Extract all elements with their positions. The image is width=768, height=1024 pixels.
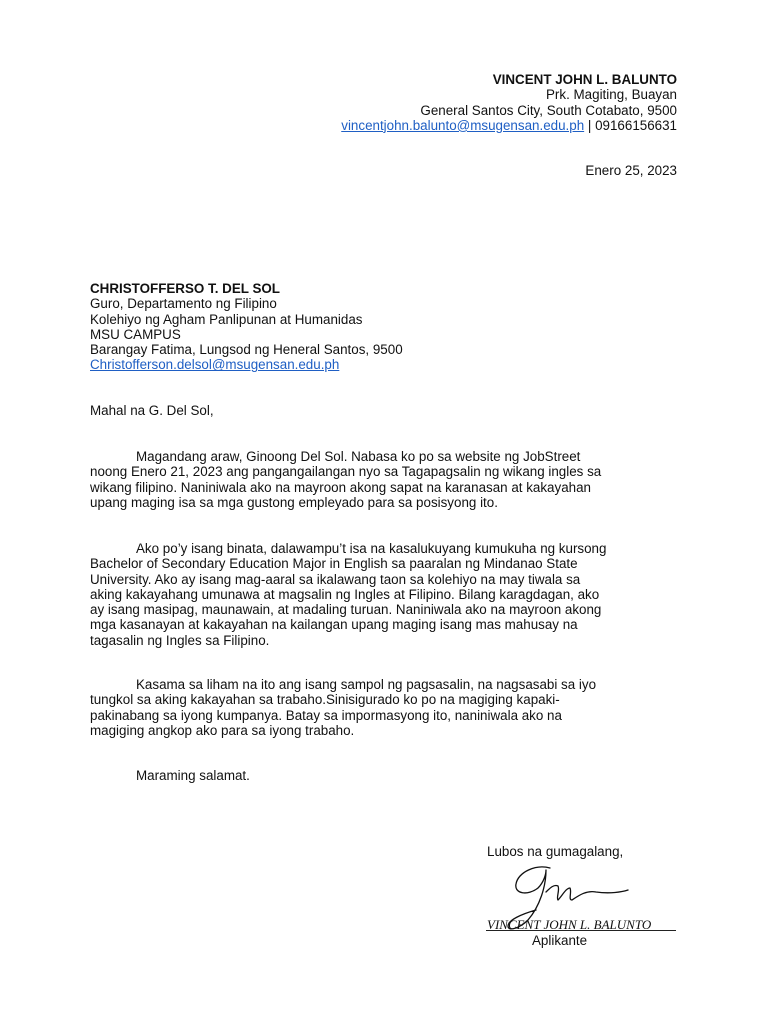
recipient-line1: Guro, Departamento ng Filipino	[90, 296, 277, 312]
body-paragraph-3	[90, 677, 680, 738]
sender-phone: 09166156631	[595, 117, 677, 133]
letter-date: Enero 25, 2023	[585, 163, 677, 178]
sender-email-link[interactable]: vincentjohn.balunto@msugensan.edu.ph	[341, 117, 585, 133]
paragraph-line: noong Enero 21, 2023 ang pangangailangan nyo sa Tagapagsalin ng wikang ingles sa	[90, 464, 602, 480]
paragraph-line: upang maging isa sa mga gustong empleyado para sa posisyong ito.	[90, 494, 498, 510]
paragraph-line: Bachelor of Secondary Education Major in English sa paaralan ng Mindanao State	[90, 556, 578, 572]
salutation: Mahal na G. Del Sol,	[90, 403, 214, 418]
paragraph-line: Maraming salamat.	[136, 768, 250, 783]
closing-phrase: Lubos na gumagalang,	[487, 844, 624, 859]
signature-line	[486, 930, 676, 931]
recipient-line2: Kolehiyo ng Agham Panlipunan at Humanidas	[90, 311, 363, 327]
signer-role: Aplikante	[532, 933, 588, 948]
paragraph-line: pakinabang sa iyong kumpanya. Batay sa impormasyong ito, naniniwala ako na	[90, 707, 562, 723]
paragraph-line: magiging angkop ako para sa iyong trabaho.	[90, 722, 355, 738]
paragraph-line: aking kakayahang umunawa at magsalin ng Ingles at Filipino. Bilang karagdagan, ako	[90, 586, 600, 602]
paragraph-line: University. Ako ay isang mag-aaral sa ikalawang taon sa kolehiyo na may tiwala sa	[90, 571, 581, 587]
paragraph-line: tagasalin ng Ingles sa Filipino.	[90, 632, 270, 648]
signer-name: VINCENT JOHN L. BALUNTO	[487, 917, 652, 932]
paragraph-line: tungkol sa aking kakayahan sa trabaho.Sinisigurado ko po na magiging kapaki-	[90, 692, 560, 708]
body-paragraph-2	[90, 541, 680, 648]
sender-address-line2: General Santos City, South Cotabato, 9500	[420, 102, 677, 118]
body-paragraph-1	[90, 449, 680, 510]
recipient-line4: Barangay Fatima, Lungsod ng Heneral Santos, 9500	[90, 342, 403, 358]
sender-address-line1: Prk. Magiting, Buayan	[546, 87, 677, 103]
paragraph-line: Kasama sa liham na ito ang isang sampol ng pagsasalin, na nagsasabi sa iyo	[136, 677, 597, 692]
paragraph-line: Ako po’y isang binata, dalawampu’t isa na kasalukuyang kumukuha ng kursong	[136, 541, 607, 556]
paragraph-line: ay isang masipag, maunawain, at madaling turuan. Naniniwala ako na mayroon akong	[90, 602, 602, 618]
paragraph-line: mga kasanayan at kakayahan na kailangan upang maging isang mas mahusay na	[90, 617, 578, 633]
paragraph-line: Magandang araw, Ginoong Del Sol. Nabasa ko po sa website ng JobStreet	[136, 449, 581, 464]
recipient-block	[90, 281, 403, 373]
contact-separator: |	[584, 117, 596, 133]
body-paragraph-4	[90, 768, 680, 783]
sender-contact-line	[341, 118, 677, 133]
recipient-name: CHRISTOFFERSO T. DEL SOL	[90, 281, 280, 296]
recipient-line3: MSU CAMPUS	[90, 326, 181, 342]
sender-block	[341, 72, 677, 133]
sender-name: VINCENT JOHN L. BALUNTO	[492, 72, 677, 87]
recipient-email-link[interactable]: Christofferson.delsol@msugensan.edu.ph	[90, 357, 340, 373]
paragraph-line: wikang filipino. Naniniwala ako na mayroon akong sapat na karanasan at kakayahan	[90, 479, 591, 495]
